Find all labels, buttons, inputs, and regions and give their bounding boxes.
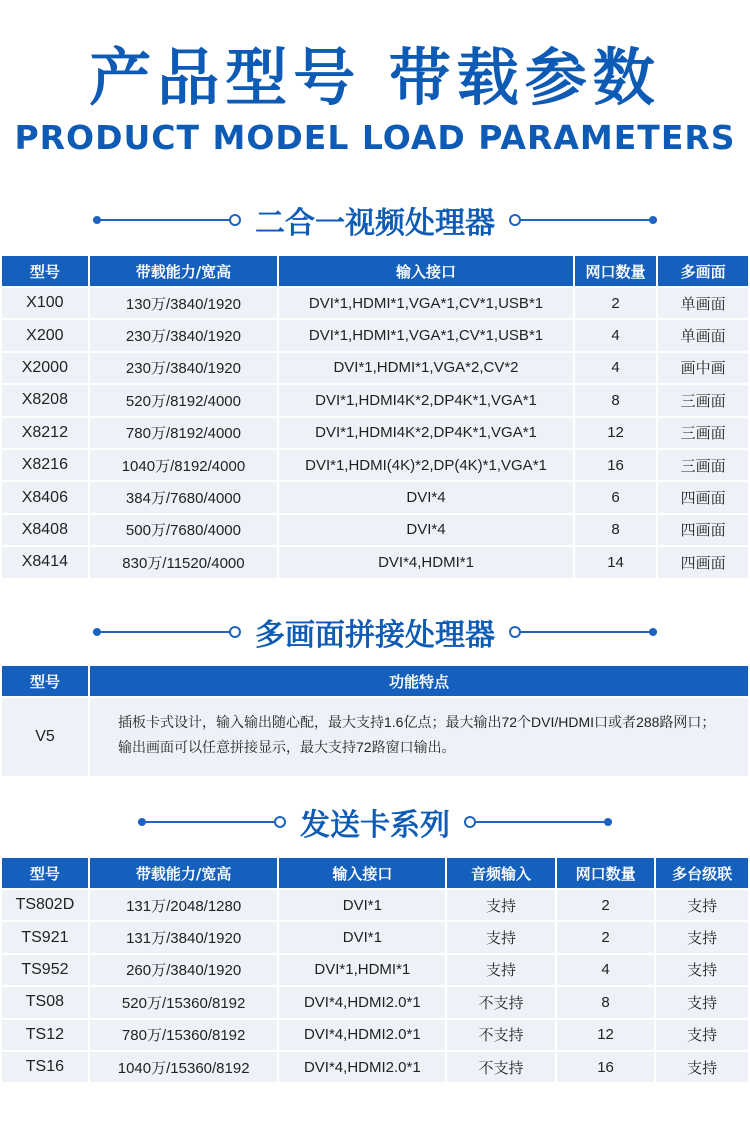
table-cell: 230万/3840/1920 (90, 353, 278, 383)
table-cell: 三画面 (658, 450, 748, 480)
model-cell: TS08 (2, 987, 88, 1017)
column-header: 多台级联 (656, 858, 748, 888)
table-cell: DVI*4,HDMI2.0*1 (279, 1052, 445, 1082)
table-row (2, 515, 748, 545)
section-title: 二合一视频处理器 (255, 206, 495, 241)
table-row (2, 353, 748, 383)
section-heading-splicing-processor (0, 612, 750, 652)
table-cell: 插板卡式设计，输入输出随心配，最大支持1.6亿点；最大输出72个DVI/HDMI口或者288路网口；输出画面可以任意拼接显示，最大支持72路窗口输出。 (90, 698, 748, 776)
table-cell: DVI*1,HDMI4K*2,DP4K*1,VGA*1 (279, 418, 573, 448)
table-cell: 130万/3840/1920 (90, 288, 278, 318)
table-cell: 830万/11520/4000 (90, 547, 278, 577)
table-row (2, 698, 748, 776)
table-row (2, 385, 748, 415)
table-cell: 支持 (656, 890, 748, 920)
column-header: 输入接口 (279, 256, 573, 286)
table-cell: 支持 (447, 955, 555, 985)
table-row (2, 955, 748, 985)
table-cell: 四画面 (658, 515, 748, 545)
table-row (2, 320, 748, 350)
table-cell: 单画面 (658, 320, 748, 350)
table-cell: 不支持 (447, 987, 555, 1017)
table-row (2, 890, 748, 920)
table-row (2, 482, 748, 512)
table-cell: 1040万/8192/4000 (90, 450, 278, 480)
table-cell: 画中画 (658, 353, 748, 383)
table-cell: DVI*1,HDMI(4K)*2,DP(4K)*1,VGA*1 (279, 450, 573, 480)
section-title: 发送卡系列 (300, 808, 450, 843)
section-heading-video-processor (0, 200, 750, 240)
table-cell: DVI*1 (279, 922, 445, 952)
table-cell: 四画面 (658, 547, 748, 577)
table-cell: DVI*1,HDMI*1,VGA*2,CV*2 (279, 353, 573, 383)
table-cell: 260万/3840/1920 (90, 955, 278, 985)
table-cell: DVI*1,HDMI*1 (279, 955, 445, 985)
splicing-processor-table (0, 664, 750, 778)
table-cell: 支持 (656, 1020, 748, 1050)
table-cell: 780万/15360/8192 (90, 1020, 278, 1050)
table-cell: 520万/15360/8192 (90, 987, 278, 1017)
table-cell: 支持 (656, 1052, 748, 1082)
table-cell: 16 (557, 1052, 655, 1082)
table-cell: DVI*1 (279, 890, 445, 920)
left-ornament-icon (93, 625, 243, 639)
table-cell: 8 (557, 987, 655, 1017)
table-cell: 支持 (656, 955, 748, 985)
table-header-row (2, 666, 748, 696)
table-cell: DVI*4,HDMI2.0*1 (279, 1020, 445, 1050)
table-row (2, 418, 748, 448)
table-cell: 支持 (447, 922, 555, 952)
table-cell: 1040万/15360/8192 (90, 1052, 278, 1082)
column-header: 功能特点 (90, 666, 748, 696)
table-cell: DVI*4,HDMI2.0*1 (279, 987, 445, 1017)
model-cell: X8216 (2, 450, 88, 480)
table-cell: 支持 (656, 987, 748, 1017)
model-cell: X200 (2, 320, 88, 350)
table-cell: 4 (557, 955, 655, 985)
model-cell: X100 (2, 288, 88, 318)
table-cell: 131万/2048/1280 (90, 890, 278, 920)
table-cell: 8 (575, 515, 657, 545)
left-ornament-icon (93, 213, 243, 227)
page-subtitle: PRODUCT MODEL LOAD PARAMETERS (14, 118, 736, 157)
table-cell: DVI*4 (279, 515, 573, 545)
model-cell: TS802D (2, 890, 88, 920)
table-cell: DVI*4 (279, 482, 573, 512)
table-cell: 131万/3840/1920 (90, 922, 278, 952)
table-cell: 14 (575, 547, 657, 577)
model-cell: X8406 (2, 482, 88, 512)
table-row (2, 450, 748, 480)
table-cell: 不支持 (447, 1052, 555, 1082)
page-title: 产品型号 带载参数 (89, 41, 661, 114)
table-cell: 12 (557, 1020, 655, 1050)
table-cell: DVI*1,HDMI*1,VGA*1,CV*1,USB*1 (279, 288, 573, 318)
table-row (2, 1020, 748, 1050)
column-header: 网口数量 (557, 858, 655, 888)
table-cell: 支持 (656, 922, 748, 952)
model-cell: X8208 (2, 385, 88, 415)
table-cell: 16 (575, 450, 657, 480)
table-row (2, 288, 748, 318)
table-cell: 4 (575, 353, 657, 383)
table-cell: 230万/3840/1920 (90, 320, 278, 350)
table-cell: 4 (575, 320, 657, 350)
table-header-row (2, 858, 748, 888)
column-header: 带载能力/宽高 (90, 858, 278, 888)
table-cell: 支持 (447, 890, 555, 920)
table-row (2, 922, 748, 952)
column-header: 型号 (2, 666, 88, 696)
right-ornament-icon (507, 213, 657, 227)
table-cell: 单画面 (658, 288, 748, 318)
table-cell: 2 (557, 890, 655, 920)
column-header: 多画面 (658, 256, 748, 286)
table-row (2, 1052, 748, 1082)
section-heading-sending-card (0, 802, 750, 842)
table-cell: 384万/7680/4000 (90, 482, 278, 512)
model-cell: X8212 (2, 418, 88, 448)
table-cell: 三画面 (658, 418, 748, 448)
table-row (2, 987, 748, 1017)
column-header: 型号 (2, 858, 88, 888)
table-cell: 6 (575, 482, 657, 512)
table-cell: 2 (557, 922, 655, 952)
sending-card-table (0, 856, 750, 1084)
column-header: 输入接口 (279, 858, 445, 888)
table-cell: 三画面 (658, 385, 748, 415)
model-cell: TS921 (2, 922, 88, 952)
table-cell: 不支持 (447, 1020, 555, 1050)
table-cell: 520万/8192/4000 (90, 385, 278, 415)
column-header: 音频输入 (447, 858, 555, 888)
left-ornament-icon (138, 815, 288, 829)
model-cell: TS12 (2, 1020, 88, 1050)
column-header: 带载能力/宽高 (90, 256, 278, 286)
table-cell: 780万/8192/4000 (90, 418, 278, 448)
model-cell: TS16 (2, 1052, 88, 1082)
column-header: 型号 (2, 256, 88, 286)
model-cell: X8414 (2, 547, 88, 577)
table-cell: 12 (575, 418, 657, 448)
column-header: 网口数量 (575, 256, 657, 286)
table-header-row (2, 256, 748, 286)
table-cell: DVI*1,HDMI4K*2,DP4K*1,VGA*1 (279, 385, 573, 415)
table-cell: 2 (575, 288, 657, 318)
table-cell: DVI*4,HDMI*1 (279, 547, 573, 577)
table-cell: 500万/7680/4000 (90, 515, 278, 545)
model-cell: TS952 (2, 955, 88, 985)
model-cell: X2000 (2, 353, 88, 383)
table-cell: 8 (575, 385, 657, 415)
section-title: 多画面拼接处理器 (255, 618, 495, 653)
table-cell: 四画面 (658, 482, 748, 512)
model-cell: V5 (2, 698, 88, 776)
right-ornament-icon (462, 815, 612, 829)
model-cell: X8408 (2, 515, 88, 545)
video-processor-table (0, 254, 750, 580)
table-cell: DVI*1,HDMI*1,VGA*1,CV*1,USB*1 (279, 320, 573, 350)
table-row (2, 547, 748, 577)
right-ornament-icon (507, 625, 657, 639)
